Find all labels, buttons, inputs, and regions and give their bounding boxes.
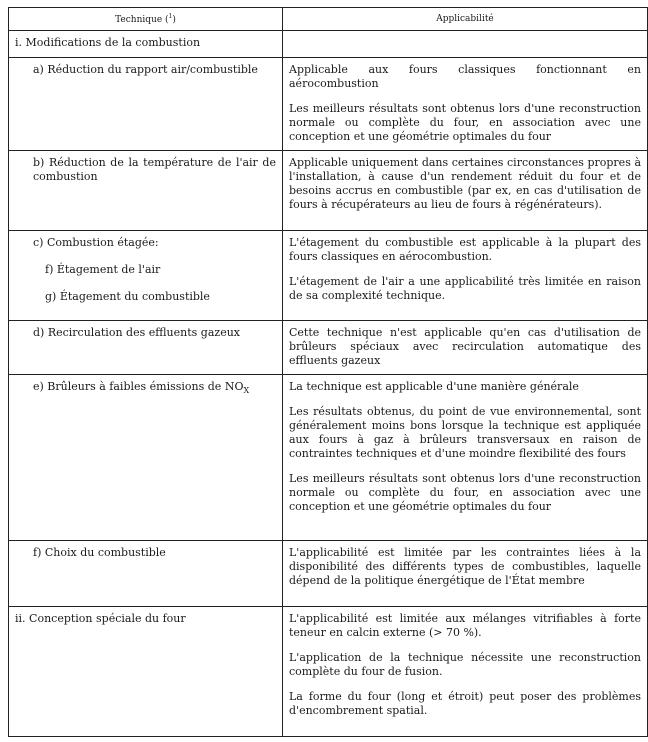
applicability-text: Les meilleurs résultats sont obtenus lors d'une reconstruction normale ou complète du four, en association avec une conception et une géométrie optimales du four: [289, 472, 641, 513]
applicability-cell: [283, 151, 648, 231]
header-technique-label: Technique (: [115, 15, 169, 25]
table-row: [9, 321, 648, 375]
applicability-text: L'applicabilité est limitée aux mélanges vitrifiables à forte teneur en calcin externe (> 70 %).: [289, 612, 641, 639]
row-technique: a) Réduction du rapport air/combustible: [33, 63, 258, 76]
applicability-cell: [283, 321, 648, 375]
table-header-row: [9, 8, 648, 31]
technique-cell: [9, 375, 283, 541]
applicability-text: L'étagement du combustible est applicable à la plupart des fours classiques en aérocombustion.: [289, 236, 641, 263]
table-row: [9, 375, 648, 541]
row-technique: [15, 380, 276, 398]
applicability-text: Les meilleurs résultats sont obtenus lors d'une reconstruction normale ou complète du four, en association avec une conception et une géométrie optimales du four: [289, 102, 641, 143]
header-applicability: Applicabilité: [283, 8, 648, 31]
sub-technique: g) Étagement du combustible: [45, 290, 210, 303]
row-technique: b) Réduction de la température de l'air de combustion: [33, 156, 276, 183]
applicability-cell: [283, 375, 648, 541]
applicability-cell: [283, 607, 648, 737]
row-technique: i. Modifications de la combustion: [15, 36, 201, 49]
row-technique: f) Choix du combustible: [33, 546, 166, 559]
applicability-table: [8, 7, 648, 737]
applicability-text: L'applicabilité est limitée par les contraintes liées à la disponibilité des différents types de combustibles, laquelle dépend de la politique énergétique de l'État membre: [289, 546, 641, 587]
applicability-text: Les résultats obtenus, du point de vue environnemental, sont généralement moins bons lorsque la technique est appliquée aux fours à gaz à brûleurs transversaux en raison de contraintes techniques et d'une moindre flexibilité des fours: [289, 405, 641, 460]
applicability-text: L'étagement de l'air a une applicabilité très limitée en raison de sa complexité technique.: [289, 275, 641, 302]
table-row: [9, 31, 648, 58]
technique-cell: [9, 231, 283, 321]
technique-cell: [9, 607, 283, 737]
applicability-text: Applicable uniquement dans certaines circonstances propres à l'installation, à cause d'un rendement réduit du four et de besoins accrus en combustible (par ex, en cas d'utilisation de fours à récupérateurs au lieu de fours à régénérateurs).: [289, 156, 641, 211]
applicability-cell: [283, 541, 648, 607]
section-title: [9, 31, 283, 58]
nox-subscript: X: [243, 386, 250, 396]
table-row: [9, 151, 648, 231]
row-technique: d) Recirculation des effluents gazeux: [33, 326, 240, 339]
sub-technique: f) Étagement de l'air: [45, 263, 161, 276]
applicability-cell: [283, 58, 648, 151]
table-row: [9, 607, 648, 737]
document-page: [8, 7, 647, 737]
applicability-text: Applicable aux fours classiques fonctionnant en aérocombustion: [289, 63, 641, 90]
applicability-text: Cette technique n'est applicable qu'en cas d'utilisation de brûleurs spéciaux avec recirculation automatique des effluents gazeux: [289, 326, 641, 367]
technique-cell: [9, 321, 283, 375]
applicability-text: L'application de la technique nécessite une reconstruction complète du four de fusion.: [289, 651, 641, 678]
row-technique-text: e) Brûleurs à faibles émissions de NO: [33, 380, 244, 393]
technique-cell: [9, 541, 283, 607]
applicability-text: La forme du four (long et étroit) peut poser des problèmes d'encombrement spatial.: [289, 690, 641, 717]
row-technique: c) Combustion étagée:: [33, 236, 159, 249]
empty-cell: [283, 31, 648, 58]
table-row: [9, 541, 648, 607]
header-technique: [9, 8, 283, 31]
section-title: ii. Conception spéciale du four: [15, 612, 186, 625]
applicability-cell: [283, 231, 648, 321]
technique-cell: [9, 151, 283, 231]
table-row: [9, 231, 648, 321]
applicability-text: La technique est applicable d'une manière générale: [289, 380, 579, 393]
header-technique-close: ): [172, 15, 176, 25]
technique-cell: [9, 58, 283, 151]
footnote-ref: 1: [168, 13, 173, 20]
table-row: [9, 58, 648, 151]
